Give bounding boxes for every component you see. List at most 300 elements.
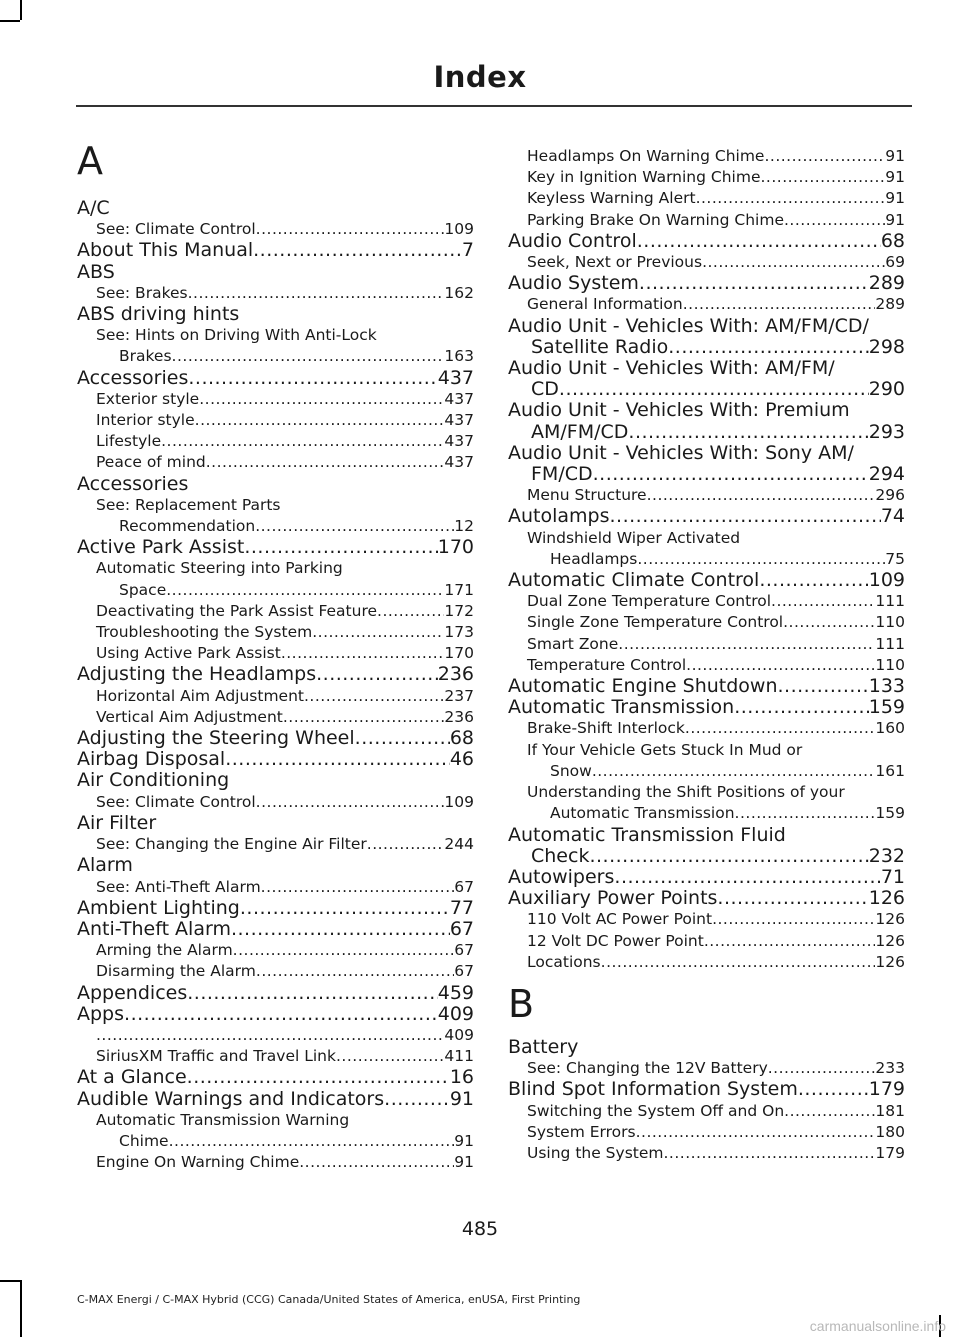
index-subentry xyxy=(508,188,905,209)
index-heading xyxy=(77,1004,474,1025)
index-page-number: 171 xyxy=(444,580,474,599)
index-page-number: 296 xyxy=(875,486,905,505)
index-entry-text: Autowipers xyxy=(508,866,615,888)
dot-leader xyxy=(610,506,881,527)
dot-leader xyxy=(336,1046,444,1067)
index-page-number: 459 xyxy=(437,982,474,1004)
index-entry-text: A/C xyxy=(77,197,110,219)
index-page-number: 91 xyxy=(885,210,905,229)
index-heading xyxy=(508,273,905,294)
dot-leader xyxy=(355,728,450,749)
watermark: carmanualsonline.info xyxy=(809,1318,946,1334)
index-entry-text: Locations xyxy=(527,952,601,971)
dot-leader xyxy=(299,1152,454,1173)
index-entry-text: CD xyxy=(531,379,559,401)
dot-leader xyxy=(187,1067,450,1088)
index-entry-text: Windshield Wiper Activated xyxy=(527,528,741,547)
index-subentry xyxy=(77,877,474,898)
dot-leader xyxy=(172,346,445,367)
index-page-number: 75 xyxy=(885,549,905,568)
index-entry-text: Apps xyxy=(77,1003,125,1025)
index-page-number: 173 xyxy=(444,623,474,642)
index-page-number: 69 xyxy=(885,253,905,272)
dot-leader xyxy=(614,867,880,888)
index-page-number: 233 xyxy=(875,1059,905,1078)
index-page-number: 437 xyxy=(444,432,474,451)
index-page-number: 67 xyxy=(454,962,474,981)
index-page-number: 181 xyxy=(875,1101,905,1120)
index-heading xyxy=(508,400,905,442)
index-subentry xyxy=(77,707,474,728)
index-page-number: 411 xyxy=(444,1047,474,1066)
dot-leader xyxy=(199,389,444,410)
dot-leader xyxy=(734,697,869,718)
index-heading xyxy=(77,1089,474,1110)
index-subentry xyxy=(77,622,474,643)
index-entry-text: Using Active Park Assist xyxy=(96,644,281,663)
index-subentry xyxy=(77,834,474,855)
index-heading xyxy=(508,1079,905,1100)
dot-leader xyxy=(161,431,444,452)
dot-leader xyxy=(253,240,462,261)
index-heading xyxy=(77,1067,474,1088)
dot-leader xyxy=(256,792,445,813)
dot-leader xyxy=(784,210,885,231)
index-page-number: 91 xyxy=(885,168,905,187)
index-subentry xyxy=(77,1046,474,1067)
dot-leader xyxy=(647,485,876,506)
index-heading xyxy=(508,697,905,718)
index-subentry xyxy=(77,1025,474,1046)
index-subentry xyxy=(77,1152,474,1173)
dot-leader xyxy=(663,1143,875,1164)
index-entry-text: Autolamps xyxy=(508,506,610,528)
index-entry-text: Accessories xyxy=(77,472,189,495)
index-subentry xyxy=(508,718,905,739)
index-entry-text: Chime xyxy=(119,1131,169,1150)
dot-leader xyxy=(628,422,868,443)
index-entry-text: Air Conditioning xyxy=(77,769,230,792)
dot-leader xyxy=(316,664,438,685)
index-subentry xyxy=(77,686,474,707)
index-page-number: 133 xyxy=(868,676,905,698)
index-page-number: 180 xyxy=(875,1122,905,1141)
index-heading xyxy=(77,728,474,749)
index-entry-text: Menu Structure xyxy=(527,486,647,505)
index-page-number: 91 xyxy=(885,189,905,208)
index-subentry xyxy=(508,591,905,612)
index-page-number: 289 xyxy=(875,295,905,314)
index-entry-text: SiriusXM Traffic and Travel Link xyxy=(96,1047,336,1066)
index-heading xyxy=(77,240,474,261)
dot-leader xyxy=(166,580,444,601)
index-entry-text: At a Glance xyxy=(77,1067,187,1089)
index-page-number: 179 xyxy=(875,1143,905,1162)
index-entry-text: Automatic Climate Control xyxy=(508,570,760,592)
index-entry-text: Check xyxy=(531,845,590,867)
index-subentry xyxy=(77,431,474,452)
index-page-number: 126 xyxy=(868,888,905,910)
index-page-number: 232 xyxy=(868,845,905,867)
index-heading xyxy=(77,664,474,685)
index-subentry xyxy=(77,452,474,473)
index-subentry xyxy=(508,1143,905,1164)
dot-leader xyxy=(592,761,876,782)
index-entry-text: Disarming the Alarm xyxy=(96,962,256,981)
index-page-number: 109 xyxy=(444,792,474,811)
index-entry-text: Audio Unit - Vehicles With: AM/FM/CD/ xyxy=(508,314,869,337)
index-entry-text: Automatic Transmission xyxy=(550,804,735,823)
index-entry-text: Engine On Warning Chime xyxy=(96,1153,300,1172)
index-entry-text: Active Park Assist xyxy=(77,537,245,559)
index-subentry xyxy=(508,931,905,952)
crop-mark xyxy=(20,1280,22,1337)
index-page-number: 290 xyxy=(868,379,905,401)
index-page-number: 109 xyxy=(444,220,474,239)
index-subentry xyxy=(508,782,905,824)
dot-leader xyxy=(764,146,885,167)
dot-leader xyxy=(637,231,881,252)
index-column-right xyxy=(508,146,905,1164)
index-subentry xyxy=(77,940,474,961)
index-entry-text: If Your Vehicle Gets Stuck In Mud or xyxy=(527,740,803,759)
index-page-number: 16 xyxy=(449,1067,474,1089)
index-subentry xyxy=(77,558,474,600)
index-entry-text: Automatic Engine Shutdown xyxy=(508,676,778,698)
dot-leader xyxy=(771,591,875,612)
index-page-number: 77 xyxy=(449,897,474,919)
index-page-number: 91 xyxy=(885,147,905,165)
index-subentry xyxy=(77,601,474,622)
dot-leader xyxy=(124,1004,438,1025)
index-entry-text: AM/FM/CD xyxy=(531,421,629,443)
index-subentry xyxy=(508,1058,905,1079)
dot-leader xyxy=(618,634,875,655)
dot-leader xyxy=(639,273,869,294)
index-list xyxy=(508,146,905,973)
index-entry-text: Switching the System Off and On xyxy=(527,1101,785,1120)
index-page-number: 162 xyxy=(444,283,474,302)
index-subentry xyxy=(508,1122,905,1143)
index-entry-text: Automatic Transmission xyxy=(508,697,735,719)
dot-leader xyxy=(283,707,445,728)
index-entry-text: Automatic Transmission Fluid xyxy=(508,823,786,846)
index-heading xyxy=(508,316,905,358)
dot-leader xyxy=(187,983,438,1004)
dot-leader xyxy=(261,877,455,898)
index-page-number: 298 xyxy=(868,336,905,358)
index-entry-text: Snow xyxy=(550,761,592,780)
index-entry-text: Interior style xyxy=(96,411,195,430)
index-entry-text: See: Climate Control xyxy=(96,220,256,239)
index-entry-text: Dual Zone Temperature Control xyxy=(527,592,772,611)
index-heading xyxy=(508,358,905,400)
index-page-number: 170 xyxy=(437,537,474,559)
dot-leader xyxy=(188,368,437,389)
index-entry-text: Adjusting the Steering Wheel xyxy=(77,728,355,750)
index-subentry xyxy=(508,612,905,633)
index-entry-text: Using the System xyxy=(527,1143,664,1162)
index-heading xyxy=(77,537,474,558)
index-page-number: 236 xyxy=(444,707,474,726)
dot-leader xyxy=(685,718,876,739)
index-page-number: 170 xyxy=(444,644,474,663)
index-subentry xyxy=(77,961,474,982)
index-entry-text: Audio Unit - Vehicles With: Premium xyxy=(508,399,850,422)
index-subentry xyxy=(508,294,905,315)
index-list xyxy=(508,1037,905,1164)
index-subentry xyxy=(77,389,474,410)
index-heading xyxy=(77,983,474,1004)
index-heading xyxy=(508,506,905,527)
dot-leader xyxy=(169,1131,455,1152)
index-subentry xyxy=(508,1101,905,1122)
dot-leader xyxy=(768,1058,876,1079)
dot-leader xyxy=(601,952,876,973)
dot-leader xyxy=(636,1122,876,1143)
title-divider xyxy=(76,105,912,107)
index-page-number: 71 xyxy=(880,866,905,888)
index-entry-text: Alarm xyxy=(77,854,133,877)
index-page-number: 67 xyxy=(454,877,474,896)
index-page-number: 294 xyxy=(868,464,905,486)
index-heading xyxy=(77,749,474,770)
dot-leader xyxy=(668,337,868,358)
index-subentry xyxy=(77,495,474,537)
index-entry-text: Auxiliary Power Points xyxy=(508,888,718,910)
index-entry-text: See: Climate Control xyxy=(96,792,256,811)
index-entry-text: Smart Zone xyxy=(527,634,619,653)
dot-leader xyxy=(717,888,868,909)
index-heading xyxy=(77,898,474,919)
index-entry-text: FM/CD xyxy=(531,464,593,486)
index-heading xyxy=(77,368,474,389)
index-page-number: 91 xyxy=(454,1131,474,1150)
dot-leader xyxy=(304,686,444,707)
dot-leader xyxy=(559,379,869,400)
index-heading xyxy=(508,888,905,909)
index-page-number: 163 xyxy=(444,347,474,366)
dot-leader xyxy=(783,612,875,633)
index-entry-text: About This Manual xyxy=(77,240,254,262)
index-page-number: 159 xyxy=(875,804,905,823)
index-heading xyxy=(508,676,905,697)
index-entry-text: Audio Unit - Vehicles With: Sony AM/ xyxy=(508,441,854,464)
index-entry-text: See: Changing the 12V Battery xyxy=(527,1059,768,1078)
dot-leader xyxy=(784,1101,875,1122)
index-entry-text: ABS xyxy=(77,260,115,283)
dot-leader xyxy=(637,549,885,570)
index-heading xyxy=(508,1037,905,1058)
index-entry-text: Arming the Alarm xyxy=(96,941,233,960)
index-page-number: 172 xyxy=(444,601,474,620)
dot-leader xyxy=(778,676,869,697)
index-entry-text: Airbag Disposal xyxy=(77,749,226,771)
index-heading xyxy=(77,770,474,791)
index-entry-text: Horizontal Aim Adjustment xyxy=(96,686,304,705)
index-page-number: 109 xyxy=(868,570,905,592)
index-entry-text: Brake-Shift Interlock xyxy=(527,719,685,738)
index-page-number: 67 xyxy=(454,941,474,960)
index-entry-text: Troubleshooting the System xyxy=(96,623,313,642)
index-entry-text: Space xyxy=(119,580,167,599)
index-entry-text: ABS driving hints xyxy=(77,303,240,326)
page-number: 485 xyxy=(461,1218,499,1240)
footer-text: C-MAX Energi / C-MAX Hybrid (CCG) Canada/United States of America, enUSA, First Printing xyxy=(77,1293,581,1306)
dot-leader xyxy=(188,283,445,304)
index-page-number: 409 xyxy=(437,1003,474,1025)
index-page-number: 68 xyxy=(880,230,905,252)
dot-leader xyxy=(686,655,875,676)
index-heading xyxy=(508,867,905,888)
index-page-number: 68 xyxy=(449,728,474,750)
dot-leader xyxy=(377,601,444,622)
index-entry-text: See: Replacement Parts xyxy=(96,495,281,514)
page-title: Index xyxy=(433,60,527,94)
index-entry-text: Recommendation xyxy=(119,517,256,536)
index-entry-text: Temperature Control xyxy=(527,655,687,674)
index-entry-text: Satellite Radio xyxy=(531,336,669,358)
dot-leader xyxy=(233,940,455,961)
dot-leader xyxy=(704,931,876,952)
index-page-number: 126 xyxy=(875,931,905,950)
index-page-number: 409 xyxy=(444,1025,474,1044)
dot-leader xyxy=(195,410,445,431)
index-entry-text: Audible Warnings and Indicators xyxy=(77,1088,385,1110)
index-page-number: 437 xyxy=(444,389,474,408)
index-entry-text: Brakes xyxy=(119,347,172,366)
index-heading xyxy=(77,198,474,219)
index-page-number: 289 xyxy=(868,273,905,295)
index-entry-text: Battery xyxy=(508,1035,579,1058)
index-entry-text: See: Anti-Theft Alarm xyxy=(96,877,261,896)
index-page-number: 110 xyxy=(875,613,905,632)
index-entry-text: Adjusting the Headlamps xyxy=(77,664,317,686)
index-page-number: 244 xyxy=(444,835,474,854)
index-entry-text: Audio System xyxy=(508,273,639,295)
index-page-number: 110 xyxy=(875,655,905,674)
index-entry-text: Deactivating the Park Assist Feature xyxy=(96,601,378,620)
dot-leader xyxy=(759,570,868,591)
index-entry-text: Key in Ignition Warning Chime xyxy=(527,168,761,187)
dot-leader xyxy=(696,188,886,209)
index-subentry xyxy=(508,952,905,973)
index-subentry xyxy=(508,167,905,188)
dot-leader xyxy=(231,919,450,940)
index-page-number: 293 xyxy=(868,421,905,443)
index-entry-text: Single Zone Temperature Control xyxy=(527,613,784,632)
index-page-number: 159 xyxy=(868,697,905,719)
index-list xyxy=(77,198,474,1173)
dot-leader xyxy=(225,749,450,770)
index-subentry xyxy=(508,210,905,231)
index-subentry xyxy=(508,909,905,930)
index-column-left xyxy=(77,138,474,1173)
index-subentry xyxy=(77,1110,474,1152)
index-heading xyxy=(508,570,905,591)
dot-leader xyxy=(702,252,885,273)
index-entry-text: Automatic Steering into Parking xyxy=(96,559,343,578)
index-page-number: 237 xyxy=(444,686,474,705)
index-subentry xyxy=(77,643,474,664)
dot-leader xyxy=(367,834,445,855)
index-subentry xyxy=(77,283,474,304)
index-subentry xyxy=(508,146,905,167)
index-page-number: 111 xyxy=(875,592,905,611)
index-entry-text: Blind Spot Information System xyxy=(508,1079,798,1101)
index-subentry xyxy=(508,252,905,273)
index-page-number: 46 xyxy=(449,749,474,771)
index-entry-text: Seek, Next or Previous xyxy=(527,253,703,272)
index-heading xyxy=(508,825,905,867)
dot-leader xyxy=(312,622,444,643)
dot-leader xyxy=(206,452,445,473)
crop-mark xyxy=(0,20,20,22)
index-page-number: 161 xyxy=(875,761,905,780)
index-page-number: 111 xyxy=(875,634,905,653)
dot-leader xyxy=(712,909,875,930)
index-heading xyxy=(508,231,905,252)
index-entry-text: 110 Volt AC Power Point xyxy=(527,910,713,929)
index-heading xyxy=(77,262,474,283)
index-entry-text: Headlamps xyxy=(550,549,638,568)
index-subentry xyxy=(77,325,474,367)
index-page-number: 437 xyxy=(437,367,474,389)
index-entry-text: General Information xyxy=(527,295,683,314)
index-subentry xyxy=(77,410,474,431)
index-entry-text: See: Brakes xyxy=(96,283,188,302)
index-subentry xyxy=(508,634,905,655)
dot-leader xyxy=(735,803,876,824)
dot-leader xyxy=(384,1089,450,1110)
index-entry-text: Audio Unit - Vehicles With: AM/FM/ xyxy=(508,357,835,380)
index-entry-text: System Errors xyxy=(527,1122,636,1141)
index-page-number: 160 xyxy=(875,719,905,738)
crop-mark xyxy=(20,0,22,20)
index-entry-text: Audio Control xyxy=(508,230,637,252)
index-page-number: 7 xyxy=(461,240,474,262)
index-page-number: 12 xyxy=(454,517,474,536)
index-heading xyxy=(77,813,474,834)
index-entry-text: Air Filter xyxy=(77,811,157,834)
index-subentry xyxy=(77,219,474,240)
index-heading xyxy=(77,304,474,325)
index-entry-text: Ambient Lighting xyxy=(77,897,240,919)
index-page-number: 126 xyxy=(875,952,905,971)
index-entry-text: Accessories xyxy=(77,367,189,389)
index-entry-text: Headlamps On Warning Chime xyxy=(527,147,765,165)
dot-leader xyxy=(256,219,445,240)
crop-mark xyxy=(0,1280,20,1282)
section-letter: A xyxy=(77,139,103,183)
index-entry-text: See: Hints on Driving With Anti-Lock xyxy=(96,326,377,345)
index-subentry xyxy=(508,528,905,570)
index-entry-text: Understanding the Shift Positions of your xyxy=(527,783,845,802)
index-entry-text: Peace of mind xyxy=(96,453,206,472)
index-entry-text: See: Changing the Engine Air Filter xyxy=(96,835,367,854)
index-subentry xyxy=(508,485,905,506)
index-heading xyxy=(77,919,474,940)
dot-leader xyxy=(255,516,454,537)
index-subentry xyxy=(508,740,905,782)
dot-leader xyxy=(244,537,437,558)
dot-leader xyxy=(593,464,869,485)
index-page-number: 126 xyxy=(875,910,905,929)
dot-leader xyxy=(798,1079,869,1100)
index-page-number: 179 xyxy=(868,1079,905,1101)
dot-leader xyxy=(281,643,445,664)
dot-leader xyxy=(589,846,868,867)
